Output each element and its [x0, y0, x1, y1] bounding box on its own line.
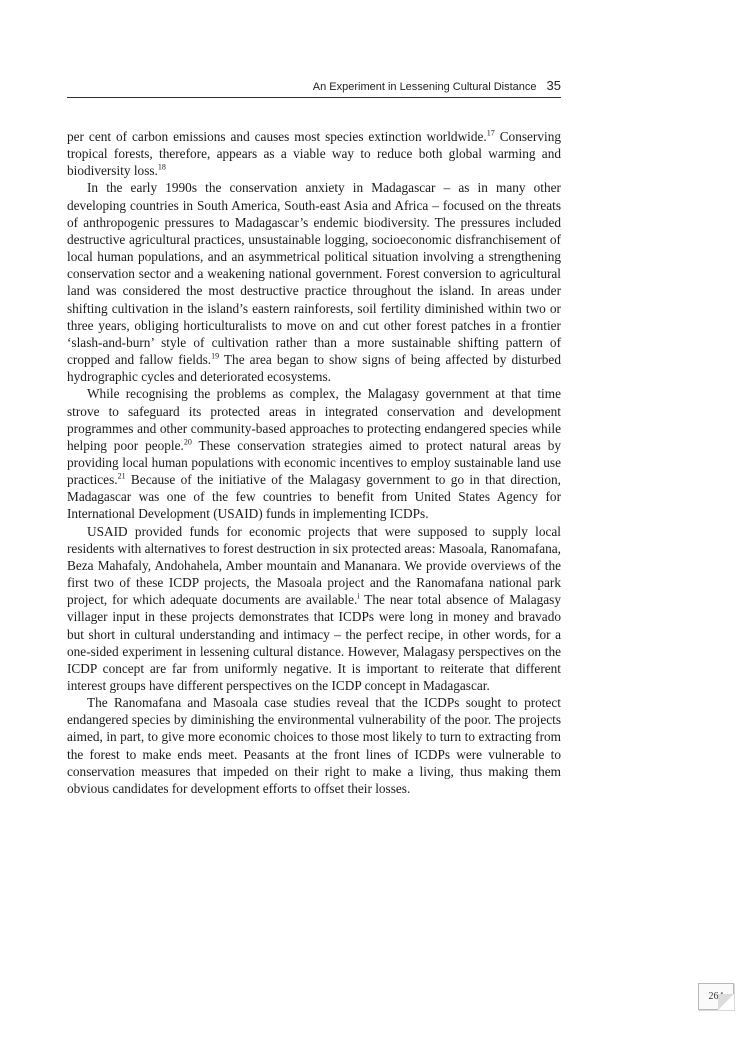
text-run: Conserving tropical forests, therefore, appears as a viable way to reduce both global warming and biodiversity loss. — [67, 129, 561, 179]
text-run: per cent of carbon emissions and causes most species extinction worldwide. — [67, 129, 487, 144]
running-head — [67, 78, 561, 93]
running-head-title: An Experiment in Lessening Cultural Distance — [312, 81, 537, 93]
text-run: The near total absence of Malagasy villager input in these projects demonstrates that ICDPs were long in money and bravado but short in cultural understanding and intimacy – the perfect recipe, in other words, for a one-sided experiment in lessening cultural distance. However, Malagasy perspectives on the ICDP concept are far from uniformly negative. It is important to reiterate that different interest groups have different perspectives on the ICDP concept in Madagascar. — [67, 592, 561, 693]
footnote-ref: 19 — [211, 351, 220, 361]
page-stamp-number: 264 — [708, 991, 724, 1002]
paragraph — [67, 523, 561, 695]
text-run: The Ranomafana and Masoala case studies reveal that the ICDPs sought to protect endangered species by diminishing the environmental vulnerability of the poor. The projects aimed, in part, to give more economic choices to those most likely to turn to extracting from the forest to make ends meet. Peasants at the front lines of ICDPs were vulnerable to conservation measures that impeded on their right to make a living, thus making them obvious candidates for development efforts to offset their losses. — [67, 695, 561, 796]
footnote-ref: i — [357, 591, 360, 601]
paragraph — [67, 694, 561, 797]
text-run: In the early 1990s the conservation anxiety in Madagascar – as in many other developing countries in South America, South-east Asia and Africa – focused on the threats of anthropogenic pressures to Madagascar’s endemic biodiversity. The pressures included destructive agricultural practices, unsustainable logging, socioeconomic disfranchisement of local human populations, and an asymmetrical political situation involving a strengthening conservation sector and a weakening national government. Forest conversion to agricultural land was considered the most destructive practice throughout the island. In areas under shifting cultivation in the island’s eastern rainforests, soil fertility diminished within two or three years, obliging horticulturalists to move on and cut other forest patches in a frontier ‘slash-and-burn’ style of cultivation rather than a more sustainable shifting pattern of cropped and fallow fields. — [67, 180, 561, 368]
text-run: While recognising the problems as complex, the Malagasy government at that time strove to safeguard its protected areas in integrated conservation and development programmes and other community-based approaches to protecting endangered species while helping poor people. — [67, 386, 561, 453]
text-run: Because of the initiative of the Malagasy government to go in that direction, Madagascar was one of the few countries to benefit from United States Agency for International Development (USAID) funds in implementing ICDPs. — [67, 472, 561, 522]
footnote-ref: 18 — [157, 162, 166, 172]
paragraph — [67, 128, 561, 179]
paragraph — [67, 179, 561, 385]
paragraph — [67, 385, 561, 522]
page-number: 35 — [546, 78, 561, 93]
footnote-ref: 20 — [183, 437, 192, 447]
footnote-ref: 17 — [486, 128, 495, 138]
page-stamp — [698, 983, 734, 1010]
body-text — [67, 128, 561, 797]
text-run: The area began to show signs of being affected by disturbed hydrographic cycles and deteriorated ecosystems. — [67, 352, 561, 385]
footnote-ref: 21 — [117, 471, 126, 481]
text-run: USAID provided funds for economic projects that were supposed to supply local residents with alternatives to forest destruction in six protected areas: Masoala, Ranomafana, Beza Mahafaly, Andohahela, Amber mountain and Mananara. We provide overviews of the first two of these ICDP projects, the Masoala project and the Ranomafana national park project, for which adequate documents are available. — [67, 523, 561, 608]
header-rule — [67, 97, 561, 98]
text-run: These conservation strategies aimed to protect natural areas by providing local human populations with economic incentives to employ sustainable land use practices. — [67, 437, 561, 488]
